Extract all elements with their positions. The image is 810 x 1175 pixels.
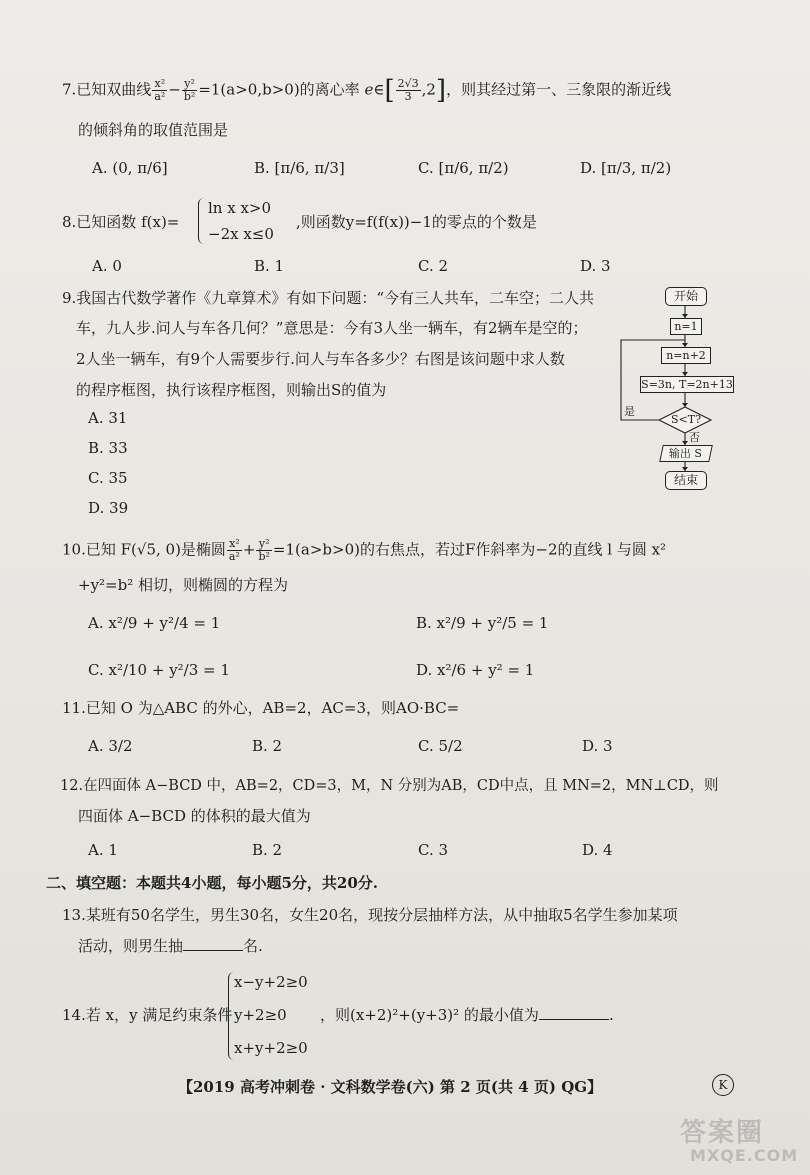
q9-line2: 车，九人步.问人与车各几何？”意思是：今有3人坐一辆车，有2辆车是空的； [76, 319, 588, 337]
q14-text-a: 14.若 x，y 满足约束条件 [62, 1006, 233, 1024]
section-heading: 二、填空题：本题共4小题，每小题5分，共20分. [46, 874, 378, 892]
q10-option-d: D. x²/6 + y² = 1 [416, 661, 535, 679]
q7-text-b: =1(a>0,b>0)的离心率 [198, 80, 360, 99]
q8-piece2: −2x x≤0 [208, 225, 274, 243]
q8-brace [198, 198, 207, 244]
q13-line1: 13.某班有50名学生，男生30名，女生20名，现按分层抽样方法，从中抽取5名学生参加某项 [62, 906, 678, 924]
q14-answer-blank [539, 1005, 609, 1020]
q10-option-c: C. x²/10 + y²/3 = 1 [88, 661, 230, 679]
q11-option-c: C. 5/2 [418, 737, 463, 755]
q10-option-a: A. x²/9 + y²/4 = 1 [88, 614, 221, 632]
q14-text-c: . [608, 1006, 614, 1024]
q7-text-a: 7.已知双曲线 [62, 80, 152, 99]
q7-option-c: C. [π/6, π/2) [418, 159, 509, 177]
q13-answer-blank [183, 936, 243, 951]
q7-line1: 7.已知双曲线 $\frac{\text{x²}}{\text{a²}}$ − $\frac{\text{y²}}{\text{b²}}$ =1(a>0,b>0)的离心率 e∈[ $\frac{2√3}{3}$ ,2]，则其经过第一、三象限的渐近线 [62, 75, 672, 106]
q10-line1: 10.已知 F(√5, 0)是椭圆 $\frac{\text{x²}}{\text{a²}}$ + $\frac{\text{y²}}{\text{b²}}$ =1(a>b>0)的右焦点，若过F作斜率为−2的直线 l 与圆 x² [62, 537, 667, 563]
q13-text-b: 名. [243, 937, 263, 955]
q12-option-b: B. 2 [252, 841, 283, 859]
q7-line2: 的倾斜角的取值范围是 [78, 121, 229, 139]
q8-option-c: C. 2 [418, 257, 449, 275]
q7-frac-x: $\frac{\text{x²}}{\text{a²}}$ [154, 77, 166, 103]
q10-frac-x: $\frac{\text{x²}}{\text{a²}}$ [228, 537, 240, 563]
watermark-logo: 答案圈 [680, 1118, 765, 1148]
q8-text-a: 8.已知函数 f(x)= [62, 213, 180, 231]
q9-option-b: B. 33 [88, 439, 128, 457]
flowchart-yes: 是 [624, 405, 635, 418]
flowchart-cond: S<T? [671, 413, 701, 426]
flowchart-no: 否 [689, 431, 700, 444]
q10-frac-y: $\frac{\text{y²}}{\text{b²}}$ [258, 537, 270, 563]
q12-option-c: C. 3 [418, 841, 449, 859]
q9-option-c: C. 35 [88, 469, 128, 487]
q11-option-d: D. 3 [582, 737, 613, 755]
q12-option-a: A. 1 [88, 841, 118, 859]
q8-piece1: ln x x>0 [208, 199, 272, 217]
q14-constraint-2: y+2≥0 [234, 1006, 287, 1024]
q12-option-d: D. 4 [582, 841, 613, 859]
q7-text-c: ，则其经过第一、三象限的渐近线 [446, 80, 672, 99]
q7-frac-y: $\frac{\text{y²}}{\text{b²}}$ [183, 77, 196, 103]
q9-line4: 的程序框图，执行该程序框图，则输出S的值为 [76, 381, 387, 399]
q11-option-b: B. 2 [252, 737, 283, 755]
flowchart-end: 结束 [665, 471, 707, 490]
q9-line3: 2人坐一辆车，有9个人需要步行.问人与车各多少？右图是该问题中求人数 [76, 350, 565, 368]
q12-line1: 12.在四面体 A−BCD 中，AB=2，CD=3，M，N 分别为AB，CD中点，且 MN=2，MN⊥CD，则 [60, 778, 719, 794]
q14-text-b-row [320, 1005, 614, 1025]
flowchart-init: n=1 [670, 318, 702, 335]
q9-option-a: A. 31 [88, 409, 128, 427]
q8-option-b: B. 1 [254, 257, 285, 275]
q12-line2: 四面体 A−BCD 的体积的最大值为 [78, 807, 311, 825]
watermark-url: MXQE.COM [690, 1146, 799, 1165]
flowchart-start: 开始 [665, 287, 707, 306]
q11-text: 11.已知 O 为△ABC 的外心，AB=2，AC=3，则AO·BC= [62, 699, 460, 717]
k-badge: K [712, 1074, 734, 1096]
q10-line2: +y²=b² 相切，则椭圆的方程为 [78, 576, 289, 594]
q7-option-d: D. [π/3, π/2) [580, 159, 672, 177]
q13-text-a: 活动，则男生抽 [78, 937, 184, 955]
q10-text-b: =1(a>b>0)的右焦点，若过F作斜率为−2的直线 l 与圆 x² [272, 540, 667, 559]
q14-text-b: ，则(x+2)²+(y+3)² 的最小值为 [320, 1006, 539, 1024]
q7-frac-e: $\frac{2√3}{3}$ [397, 77, 419, 103]
flowchart-step: n=n+2 [661, 347, 711, 364]
q11-option-a: A. 3/2 [88, 737, 133, 755]
q8-text-b: ,则函数y=f(f(x))−1的零点的个数是 [296, 213, 537, 231]
q8-option-d: D. 3 [580, 257, 611, 275]
q9-flowchart [618, 285, 738, 505]
q14-constraint-1: x−y+2≥0 [234, 973, 308, 991]
q10-text-a: 10.已知 F(√5, 0)是椭圆 [62, 540, 226, 559]
q7-option-b: B. [π/6, π/3] [254, 159, 345, 177]
q9-line1: 9.我国古代数学著作《九章算术》有如下问题：“今有三人共车，二车空；二人共 [62, 289, 594, 307]
page-footer: 【2019 高考冲刺卷 · 文科数学卷(六) 第 2 页(共 4 页) QG】 [178, 1078, 603, 1096]
q9-option-d: D. 39 [88, 499, 129, 517]
flowchart-output [659, 445, 713, 462]
flowchart-assign: S=3n, T=2n+13 [641, 378, 733, 391]
q8-option-a: A. 0 [92, 257, 122, 275]
q10-option-b: B. x²/9 + y²/5 = 1 [416, 614, 549, 632]
q14-constraint-3: x+y+2≥0 [234, 1039, 308, 1057]
q13-line2 [78, 936, 263, 956]
flowchart-output-label: 输出 S [669, 447, 703, 460]
q7-option-a: A. (0, π/6] [92, 159, 168, 177]
